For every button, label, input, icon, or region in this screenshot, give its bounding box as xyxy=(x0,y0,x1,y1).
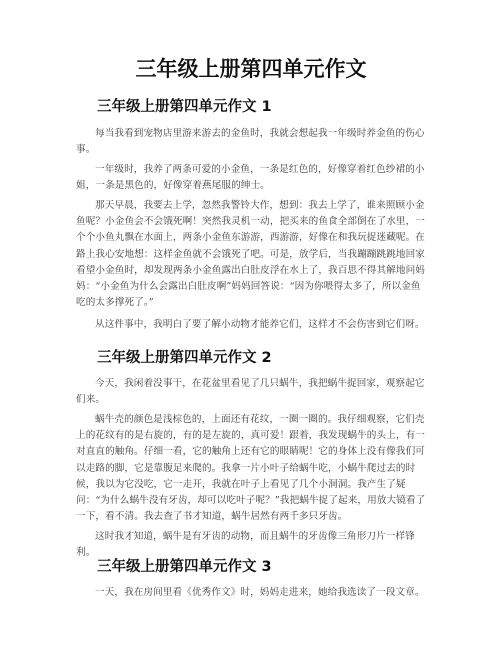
section-1-paragraph-2: 一年级时，我养了两条可爱的小金鱼，一条是红色的，好像穿着红色纱裙的小姐，一条是黑色的，好像穿着燕尾服的绅士。 xyxy=(76,164,425,192)
section-1-paragraph-4: 从这件事中，我明白了要了解小动物才能养它们，这样才不会伤害到它们呀。 xyxy=(95,319,425,330)
section-3-paragraph-1: 一天，我在房间里看《优秀作文》时，妈妈走进来，她给我选读了一段文章。 xyxy=(95,587,425,598)
section-2-paragraph-3: 这时我才知道，蜗牛是有牙齿的动物，而且蜗牛的牙齿像三角形刀片一样锋利。 xyxy=(76,531,415,559)
section-1-paragraph-1: 每当我看到宠物店里游来游去的金鱼时，我就会想起我一年级时养金鱼的伤心事。 xyxy=(76,128,425,156)
section-2-paragraph-1: 今天，我闲着没事干，在花盆里看见了几只蜗牛，我把蜗牛捉回家，观察起它们来。 xyxy=(76,378,425,406)
section-2-paragraph-2: 蜗牛壳的颜色是浅棕色的，上面还有花纹，一圈一圈的。我仔细观察，它们壳上的花纹有的是右旋的，有的是左旋的，真可爱！跟着，我发现蜗牛的头上，有一对直直的触角。仔细一看，它的触角上还有它的眼睛呢！它的身体上没有像我们可以走路的脚，它是靠腹足来爬的。我拿一片小叶子给蜗牛吃，小蜗牛爬过去的时候，我以为它没吃，它一走开，我就在叶子上看见了几个小洞洞。我产生了疑问：“为什么蜗牛没有牙齿，却可以吃叶子呢？”我把蜗牛捉了起来，用放大镜看了一下，看不清。我去查了书才知道，蜗牛居然有两千多只牙齿。 xyxy=(76,414,426,523)
section-1-heading: 三年级上册第四单元作文 1 xyxy=(97,99,272,115)
section-2-heading: 三年级上册第四单元作文 2 xyxy=(97,350,272,366)
document-title: 三年级上册第四单元作文 xyxy=(135,57,367,81)
section-3-heading: 三年级上册第四单元作文 3 xyxy=(97,559,272,575)
section-1-paragraph-3: 那天早晨，我要去上学，忽然我警铃大作，想到：我去上学了，谁来照顾小金鱼呢？小金鱼会不会饿死啊！突然我灵机一动，把买来的鱼食全部倒在了水里，一个个小鱼丸飘在水面上，两条小金鱼东游游，西游游，好像在和我玩捉迷藏呢。在路上我心安地想：这样金鱼就不会饿死了吧。可是，放学后，当我蹦蹦跳跳地回家看望小金鱼时，却发现两条小金鱼露出白肚皮浮在水上了，我百思不得其解地问妈妈：“小金鱼为什么会露出白肚皮啊”妈妈回答说：“因为你喂得太多了，所以金鱼吃的太多撑死了。” xyxy=(76,200,425,309)
